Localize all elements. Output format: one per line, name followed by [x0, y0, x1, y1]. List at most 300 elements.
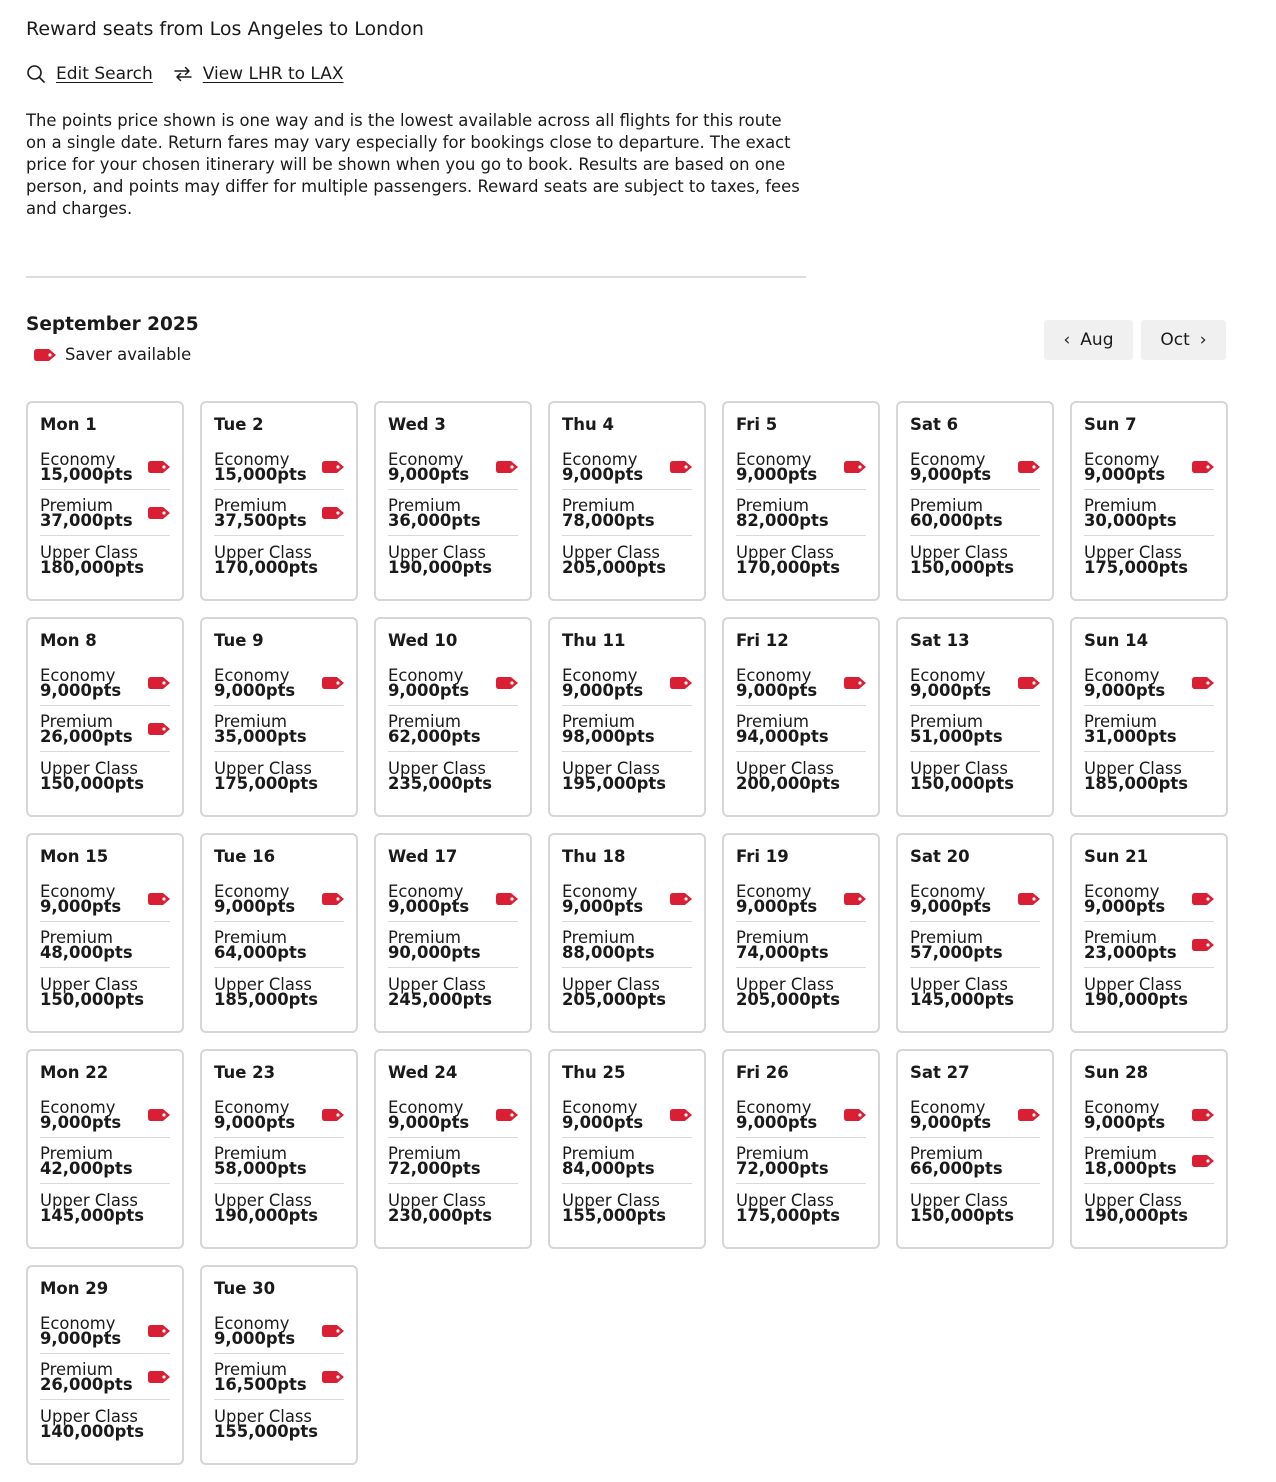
fare-text: [40, 930, 133, 960]
day-card[interactable]: [374, 833, 532, 1033]
cabin-name: Economy: [1084, 450, 1160, 469]
points-disclaimer: The points price shown is one way and is the lowest available across all flights for this route on a single date. Return fares may vary especially for bookings close to departure. The exact price for your chosen itinerary will be shown when you go to book. Results are based on one person, and points may differ for multiple passengers. Reward seats are subject to taxes, fees and charges.: [26, 111, 800, 218]
cabin-name: Premium: [1084, 928, 1157, 947]
day-card[interactable]: [200, 833, 358, 1033]
points-price: 175,000pts: [1084, 557, 1188, 577]
cabin-name: Upper Class: [736, 1190, 834, 1210]
fare-text: [1084, 758, 1188, 793]
fare-text: [388, 1146, 481, 1176]
points-price: 84,000pts: [562, 1159, 655, 1178]
fare-row: [910, 1184, 1040, 1230]
day-card[interactable]: [722, 401, 880, 601]
fare-row: [388, 660, 518, 706]
points-price: 190,000pts: [388, 557, 492, 577]
cabin-name: Economy: [1084, 882, 1160, 901]
cabin-name: Economy: [40, 450, 116, 469]
points-price: 18,000pts: [1084, 1159, 1177, 1178]
day-card[interactable]: [896, 401, 1054, 601]
next-month-button[interactable]: [1141, 320, 1226, 360]
points-price: 230,000pts: [388, 1205, 492, 1225]
view-reverse-route-label: View LHR to LAX: [202, 64, 344, 84]
cabin-name: Upper Class: [40, 758, 138, 778]
saver-legend-label: Saver available: [65, 345, 192, 364]
day-card[interactable]: [896, 833, 1054, 1033]
cabin-name: Economy: [736, 450, 812, 469]
points-price: 26,000pts: [40, 727, 133, 746]
cabin-name: Upper Class: [214, 974, 312, 994]
fare-text: [388, 452, 469, 482]
day-card[interactable]: [722, 833, 880, 1033]
day-card[interactable]: [26, 1265, 184, 1465]
points-price: 78,000pts: [562, 511, 655, 530]
fare-text: [562, 1190, 666, 1225]
fare-row: [562, 876, 692, 922]
fare-row: [388, 876, 518, 922]
fare-row: [736, 968, 866, 1014]
cabin-name: Upper Class: [388, 758, 486, 778]
day-card[interactable]: [722, 617, 880, 817]
saver-tag-icon: [322, 893, 344, 905]
fare-text: [214, 1146, 307, 1176]
cabin-name: Economy: [1084, 1098, 1160, 1117]
cabin-name: Upper Class: [1084, 542, 1182, 562]
fare-row: [388, 1184, 518, 1230]
points-price: 90,000pts: [388, 943, 481, 962]
fare-row: [736, 1138, 866, 1184]
fare-row: [562, 444, 692, 490]
cabin-name: Premium: [214, 1144, 287, 1163]
day-label: Tue 9: [214, 631, 264, 650]
cabin-name: Upper Class: [910, 974, 1008, 994]
points-price: 9,000pts: [388, 897, 470, 916]
cabin-name: Upper Class: [388, 974, 486, 994]
saver-tag-icon: [844, 677, 866, 689]
cabin-name: Economy: [388, 1098, 464, 1117]
fare-text: [1084, 452, 1165, 482]
day-label: Mon 15: [40, 847, 109, 866]
points-price: 185,000pts: [214, 989, 318, 1009]
divider: [26, 276, 806, 278]
fare-text: [214, 498, 307, 528]
cabin-name: Premium: [562, 928, 635, 947]
day-label: Mon 29: [40, 1279, 109, 1298]
points-price: 9,000pts: [388, 681, 470, 700]
fare-text: [388, 714, 481, 744]
fare-text: [214, 1190, 318, 1225]
saver-tag-icon: [148, 1325, 170, 1337]
fare-row: [214, 536, 344, 582]
fare-text: [214, 884, 295, 914]
points-price: 9,000pts: [1084, 681, 1166, 700]
points-price: 150,000pts: [910, 557, 1014, 577]
cabin-name: Premium: [910, 928, 983, 947]
cabin-name: Premium: [736, 928, 809, 947]
fare-row: [736, 444, 866, 490]
fare-row: [214, 752, 344, 798]
fare-row: [910, 1138, 1040, 1184]
fare-text: [562, 1100, 643, 1130]
fare-text: [736, 1100, 817, 1130]
cabin-name: Economy: [562, 666, 638, 685]
cabin-name: Economy: [910, 882, 986, 901]
cabin-name: Premium: [388, 1144, 461, 1163]
saver-legend: [34, 345, 191, 364]
cabin-name: Upper Class: [214, 1406, 312, 1426]
fare-text: [562, 498, 655, 528]
saver-tag-icon: [322, 1371, 344, 1383]
saver-tag-icon: [1192, 461, 1214, 473]
fare-row: [736, 876, 866, 922]
points-price: 35,000pts: [214, 727, 307, 746]
cabin-name: Economy: [40, 1314, 116, 1333]
cabin-name: Premium: [388, 712, 461, 731]
points-price: 190,000pts: [1084, 1205, 1188, 1225]
cabin-name: Premium: [40, 1144, 113, 1163]
fare-row: [388, 444, 518, 490]
fare-row: [562, 706, 692, 752]
cabin-name: Premium: [388, 928, 461, 947]
fare-row: [910, 490, 1040, 536]
points-price: 37,500pts: [214, 511, 307, 530]
chevron-left-icon: ‹: [1063, 330, 1071, 350]
points-price: 155,000pts: [214, 1421, 318, 1441]
points-price: 66,000pts: [910, 1159, 1003, 1178]
cabin-name: Upper Class: [1084, 1190, 1182, 1210]
points-price: 9,000pts: [736, 681, 818, 700]
fare-row: [214, 968, 344, 1014]
day-card[interactable]: [26, 401, 184, 601]
cabin-name: Upper Class: [388, 542, 486, 562]
saver-tag-icon: [670, 893, 692, 905]
saver-tag-icon: [322, 677, 344, 689]
fare-text: [388, 1100, 469, 1130]
points-price: 30,000pts: [1084, 511, 1177, 530]
previous-month-button[interactable]: [1044, 320, 1133, 360]
saver-tag-icon: [148, 893, 170, 905]
fare-row: [736, 1184, 866, 1230]
fare-text: [910, 668, 991, 698]
cabin-name: Premium: [40, 928, 113, 947]
day-card[interactable]: [548, 401, 706, 601]
day-card[interactable]: [1070, 1049, 1228, 1249]
points-price: 62,000pts: [388, 727, 481, 746]
fare-text: [736, 498, 829, 528]
next-month-label: Oct: [1160, 330, 1190, 350]
fare-row: [910, 968, 1040, 1014]
fare-text: [40, 498, 133, 528]
fare-text: [736, 758, 840, 793]
day-card[interactable]: [896, 617, 1054, 817]
points-price: 9,000pts: [562, 1113, 644, 1132]
cabin-name: Premium: [562, 712, 635, 731]
cabin-name: Upper Class: [910, 542, 1008, 562]
calendar-grid: [26, 401, 1228, 1465]
day-label: Fri 19: [736, 847, 789, 866]
cabin-name: Economy: [40, 882, 116, 901]
points-price: 9,000pts: [910, 897, 992, 916]
points-price: 205,000pts: [736, 989, 840, 1009]
points-price: 205,000pts: [562, 989, 666, 1009]
cabin-name: Upper Class: [1084, 758, 1182, 778]
fare-row: [40, 706, 170, 752]
saver-tag-icon: [148, 1371, 170, 1383]
cabin-name: Premium: [910, 712, 983, 731]
points-price: 140,000pts: [40, 1421, 144, 1441]
points-price: 9,000pts: [388, 465, 470, 484]
points-price: 42,000pts: [40, 1159, 133, 1178]
cabin-name: Premium: [1084, 496, 1157, 515]
day-label: Sun 21: [1084, 847, 1149, 866]
edit-search-label: Edit Search: [56, 64, 153, 84]
fare-row: [388, 1092, 518, 1138]
day-label: Wed 17: [388, 847, 458, 866]
cabin-name: Upper Class: [562, 974, 660, 994]
day-label: Fri 26: [736, 1063, 789, 1082]
day-label: Thu 4: [562, 415, 614, 434]
points-price: 9,000pts: [910, 465, 992, 484]
day-label: Sat 27: [910, 1063, 970, 1082]
points-price: 9,000pts: [562, 897, 644, 916]
day-label: Sat 20: [910, 847, 970, 866]
points-price: 9,000pts: [910, 1113, 992, 1132]
fare-row: [1084, 752, 1214, 798]
page-title: Reward seats from Los Angeles to London: [26, 18, 424, 40]
fare-text: [562, 714, 655, 744]
saver-tag-icon: [1018, 677, 1040, 689]
fare-row: [1084, 1092, 1214, 1138]
points-price: 150,000pts: [910, 773, 1014, 793]
cabin-name: Premium: [214, 712, 287, 731]
fare-row: [214, 1400, 344, 1446]
cabin-name: Economy: [388, 450, 464, 469]
points-price: 170,000pts: [736, 557, 840, 577]
cabin-name: Upper Class: [40, 974, 138, 994]
day-label: Mon 8: [40, 631, 97, 650]
fare-text: [736, 542, 840, 577]
fare-row: [910, 752, 1040, 798]
cabin-name: Economy: [214, 450, 290, 469]
fare-row: [388, 536, 518, 582]
previous-month-label: Aug: [1080, 330, 1114, 350]
day-card[interactable]: [374, 1049, 532, 1249]
fare-text: [40, 1406, 144, 1441]
cabin-name: Premium: [214, 928, 287, 947]
swap-arrows-icon: [173, 64, 193, 84]
cabin-name: Upper Class: [736, 758, 834, 778]
fare-text: [214, 1406, 318, 1441]
cabin-name: Economy: [388, 882, 464, 901]
day-card[interactable]: [1070, 833, 1228, 1033]
fare-text: [1084, 1100, 1165, 1130]
fare-text: [214, 668, 295, 698]
points-price: 60,000pts: [910, 511, 1003, 530]
points-price: 190,000pts: [1084, 989, 1188, 1009]
saver-tag-icon: [148, 507, 170, 519]
points-price: 9,000pts: [910, 681, 992, 700]
day-card[interactable]: [896, 1049, 1054, 1249]
cabin-name: Economy: [40, 666, 116, 685]
fare-text: [1084, 714, 1177, 744]
fare-row: [1084, 536, 1214, 582]
cabin-name: Premium: [910, 1144, 983, 1163]
fare-text: [214, 1316, 295, 1346]
saver-tag-icon: [148, 677, 170, 689]
day-card[interactable]: [722, 1049, 880, 1249]
fare-row: [40, 1400, 170, 1446]
points-price: 9,000pts: [214, 681, 296, 700]
fare-text: [910, 974, 1014, 1009]
fare-row: [910, 876, 1040, 922]
day-card[interactable]: [374, 617, 532, 817]
points-price: 31,000pts: [1084, 727, 1177, 746]
points-price: 9,000pts: [1084, 1113, 1166, 1132]
edit-search-link[interactable]: [26, 64, 153, 84]
fare-text: [910, 1146, 1003, 1176]
cabin-name: Premium: [40, 496, 113, 515]
day-card[interactable]: [26, 833, 184, 1033]
points-price: 36,000pts: [388, 511, 481, 530]
fare-text: [40, 1146, 133, 1176]
saver-tag-icon: [1192, 1155, 1214, 1167]
fare-row: [40, 752, 170, 798]
day-label: Sat 13: [910, 631, 970, 650]
cabin-name: Upper Class: [388, 1190, 486, 1210]
fare-text: [214, 758, 318, 793]
points-price: 9,000pts: [736, 1113, 818, 1132]
fare-row: [388, 968, 518, 1014]
fare-row: [562, 1138, 692, 1184]
fare-text: [562, 668, 643, 698]
fare-text: [562, 452, 643, 482]
cabin-name: Economy: [40, 1098, 116, 1117]
day-card[interactable]: [26, 1049, 184, 1249]
fare-text: [1084, 1190, 1188, 1225]
fare-row: [910, 1092, 1040, 1138]
month-title: September 2025: [26, 314, 199, 335]
search-icon: [26, 64, 46, 84]
cabin-name: Economy: [214, 1314, 290, 1333]
saver-tag-icon: [1192, 893, 1214, 905]
cabin-name: Premium: [736, 1144, 809, 1163]
fare-text: [40, 1100, 121, 1130]
fare-row: [40, 1184, 170, 1230]
fare-row: [214, 922, 344, 968]
fare-row: [40, 1354, 170, 1400]
points-price: 150,000pts: [40, 773, 144, 793]
cabin-name: Upper Class: [40, 1406, 138, 1426]
points-price: 150,000pts: [40, 989, 144, 1009]
fare-row: [388, 706, 518, 752]
cabin-name: Premium: [214, 1360, 287, 1379]
saver-tag-icon: [34, 349, 56, 361]
day-card[interactable]: [374, 401, 532, 601]
day-card[interactable]: [548, 833, 706, 1033]
fare-text: [214, 452, 307, 482]
points-price: 98,000pts: [562, 727, 655, 746]
fare-row: [736, 706, 866, 752]
fare-text: [40, 884, 121, 914]
cabin-name: Economy: [562, 1098, 638, 1117]
points-price: 88,000pts: [562, 943, 655, 962]
fare-text: [736, 452, 817, 482]
fare-row: [1084, 1184, 1214, 1230]
fare-text: [910, 884, 991, 914]
fare-text: [388, 974, 492, 1009]
fare-text: [40, 1190, 144, 1225]
points-price: 9,000pts: [736, 897, 818, 916]
day-label: Tue 2: [214, 415, 264, 434]
points-price: 9,000pts: [214, 1113, 296, 1132]
saver-tag-icon: [496, 677, 518, 689]
fare-row: [214, 1138, 344, 1184]
points-price: 16,500pts: [214, 1375, 307, 1394]
fare-row: [214, 1308, 344, 1354]
fare-text: [40, 758, 144, 793]
day-label: Mon 22: [40, 1063, 109, 1082]
saver-tag-icon: [1018, 461, 1040, 473]
points-price: 23,000pts: [1084, 943, 1177, 962]
cabin-name: Economy: [910, 450, 986, 469]
fare-text: [910, 714, 1003, 744]
day-card[interactable]: [26, 617, 184, 817]
fare-text: [910, 758, 1014, 793]
fare-row: [1084, 660, 1214, 706]
day-card[interactable]: [200, 401, 358, 601]
fare-row: [736, 1092, 866, 1138]
fare-row: [910, 536, 1040, 582]
fare-text: [214, 1100, 295, 1130]
cabin-name: Economy: [562, 882, 638, 901]
points-price: 245,000pts: [388, 989, 492, 1009]
day-card[interactable]: [200, 1049, 358, 1249]
fare-text: [562, 974, 666, 1009]
fare-row: [214, 490, 344, 536]
day-card[interactable]: [200, 1265, 358, 1465]
fare-row: [214, 876, 344, 922]
fare-text: [1084, 498, 1177, 528]
day-card[interactable]: [548, 1049, 706, 1249]
points-price: 9,000pts: [562, 465, 644, 484]
fare-text: [910, 1100, 991, 1130]
saver-tag-icon: [1018, 1109, 1040, 1121]
day-label: Wed 24: [388, 1063, 458, 1082]
points-price: 57,000pts: [910, 943, 1003, 962]
fare-text: [40, 542, 144, 577]
fare-text: [214, 714, 307, 744]
day-card[interactable]: [1070, 401, 1228, 601]
day-card[interactable]: [1070, 617, 1228, 817]
saver-tag-icon: [670, 461, 692, 473]
cabin-name: Upper Class: [562, 1190, 660, 1210]
fare-text: [910, 1190, 1014, 1225]
points-price: 9,000pts: [736, 465, 818, 484]
cabin-name: Upper Class: [214, 1190, 312, 1210]
day-label: Sat 6: [910, 415, 959, 434]
cabin-name: Premium: [562, 1144, 635, 1163]
day-label: Tue 30: [214, 1279, 276, 1298]
fare-text: [910, 498, 1003, 528]
fare-row: [562, 536, 692, 582]
fare-text: [736, 668, 817, 698]
fare-row: [736, 922, 866, 968]
day-card[interactable]: [200, 617, 358, 817]
fare-text: [736, 714, 829, 744]
day-card[interactable]: [548, 617, 706, 817]
points-price: 205,000pts: [562, 557, 666, 577]
fare-text: [910, 452, 991, 482]
view-reverse-route-link[interactable]: [173, 64, 344, 84]
fare-row: [736, 536, 866, 582]
